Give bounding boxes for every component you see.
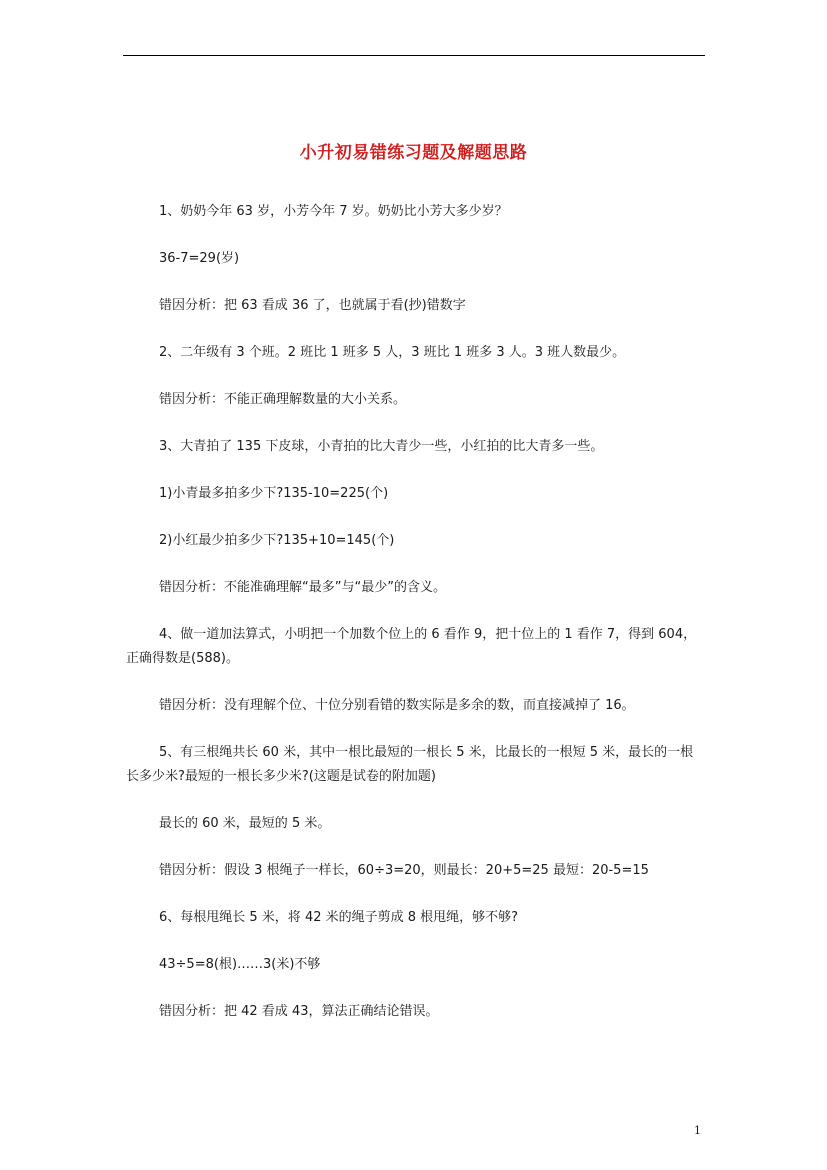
document-title: 小升初易错练习题及解题思路 <box>299 143 528 163</box>
paragraph-q3-analysis: 错因分析：不能准确理解“最多”与“最少”的含义。 <box>159 580 446 595</box>
paragraph-q3-part1: 1)小青最多拍多少下?135-10=225(个) <box>159 486 389 501</box>
paragraph-q4: 4、做一道加法算式，小明把一个加数个位上的 6 看作 9，把十位上的 1 看作 7，得到 604，正确得数是(588)。 <box>126 627 697 666</box>
paragraph-q1-analysis: 错因分析：把 63 看成 36 了，也就属于看(抄)错数字 <box>159 298 466 313</box>
document-body <box>126 200 704 1024</box>
paragraph-q5-analysis: 错因分析：假设 3 根绳子一样长，60÷3=20，则最长：20+5=25 最短：20-5=15 <box>159 863 649 878</box>
paragraph-q5: 5、有三根绳共长 60 米，其中一根比最短的一根长 5 米，比最长的一根短 5 米，最长的一根长多少米?最短的一根长多少米?(这题是试卷的附加题) <box>126 745 694 784</box>
page-number: 1 <box>694 1124 701 1137</box>
paragraph-q1-answer: 36-7=29(岁) <box>159 251 240 266</box>
paragraph-q3-part2: 2)小红最少拍多少下?135+10=145(个) <box>159 533 395 548</box>
paragraph-q6-analysis: 错因分析：把 42 看成 43，算法正确结论错误。 <box>159 1004 439 1019</box>
paragraph-q6: 6、每根甩绳长 5 米，将 42 米的绳子剪成 8 根甩绳，够不够? <box>159 910 519 925</box>
paragraph-q6-answer: 43÷5=8(根)……3(米)不够 <box>159 957 321 972</box>
paragraph-q2-analysis: 错因分析：不能正确理解数量的大小关系。 <box>159 392 407 407</box>
paragraph-q1: 1、奶奶今年 63 岁，小芳今年 7 岁。奶奶比小芳大多少岁？ <box>159 204 508 219</box>
header-rule <box>123 55 705 56</box>
paragraph-q4-analysis: 错因分析：没有理解个位、十位分别看错的数实际是多余的数，而直接减掉了 16。 <box>159 698 635 713</box>
paragraph-q3: 3、大青拍了 135 下皮球，小青拍的比大青少一些，小红拍的比大青多一些。 <box>159 439 604 454</box>
paragraph-q2: 2、二年级有 3 个班。2 班比 1 班多 5 人，3 班比 1 班多 3 人。3 班人数最少。 <box>159 345 626 360</box>
paragraph-q5-answer: 最长的 60 米，最短的 5 米。 <box>159 816 331 831</box>
